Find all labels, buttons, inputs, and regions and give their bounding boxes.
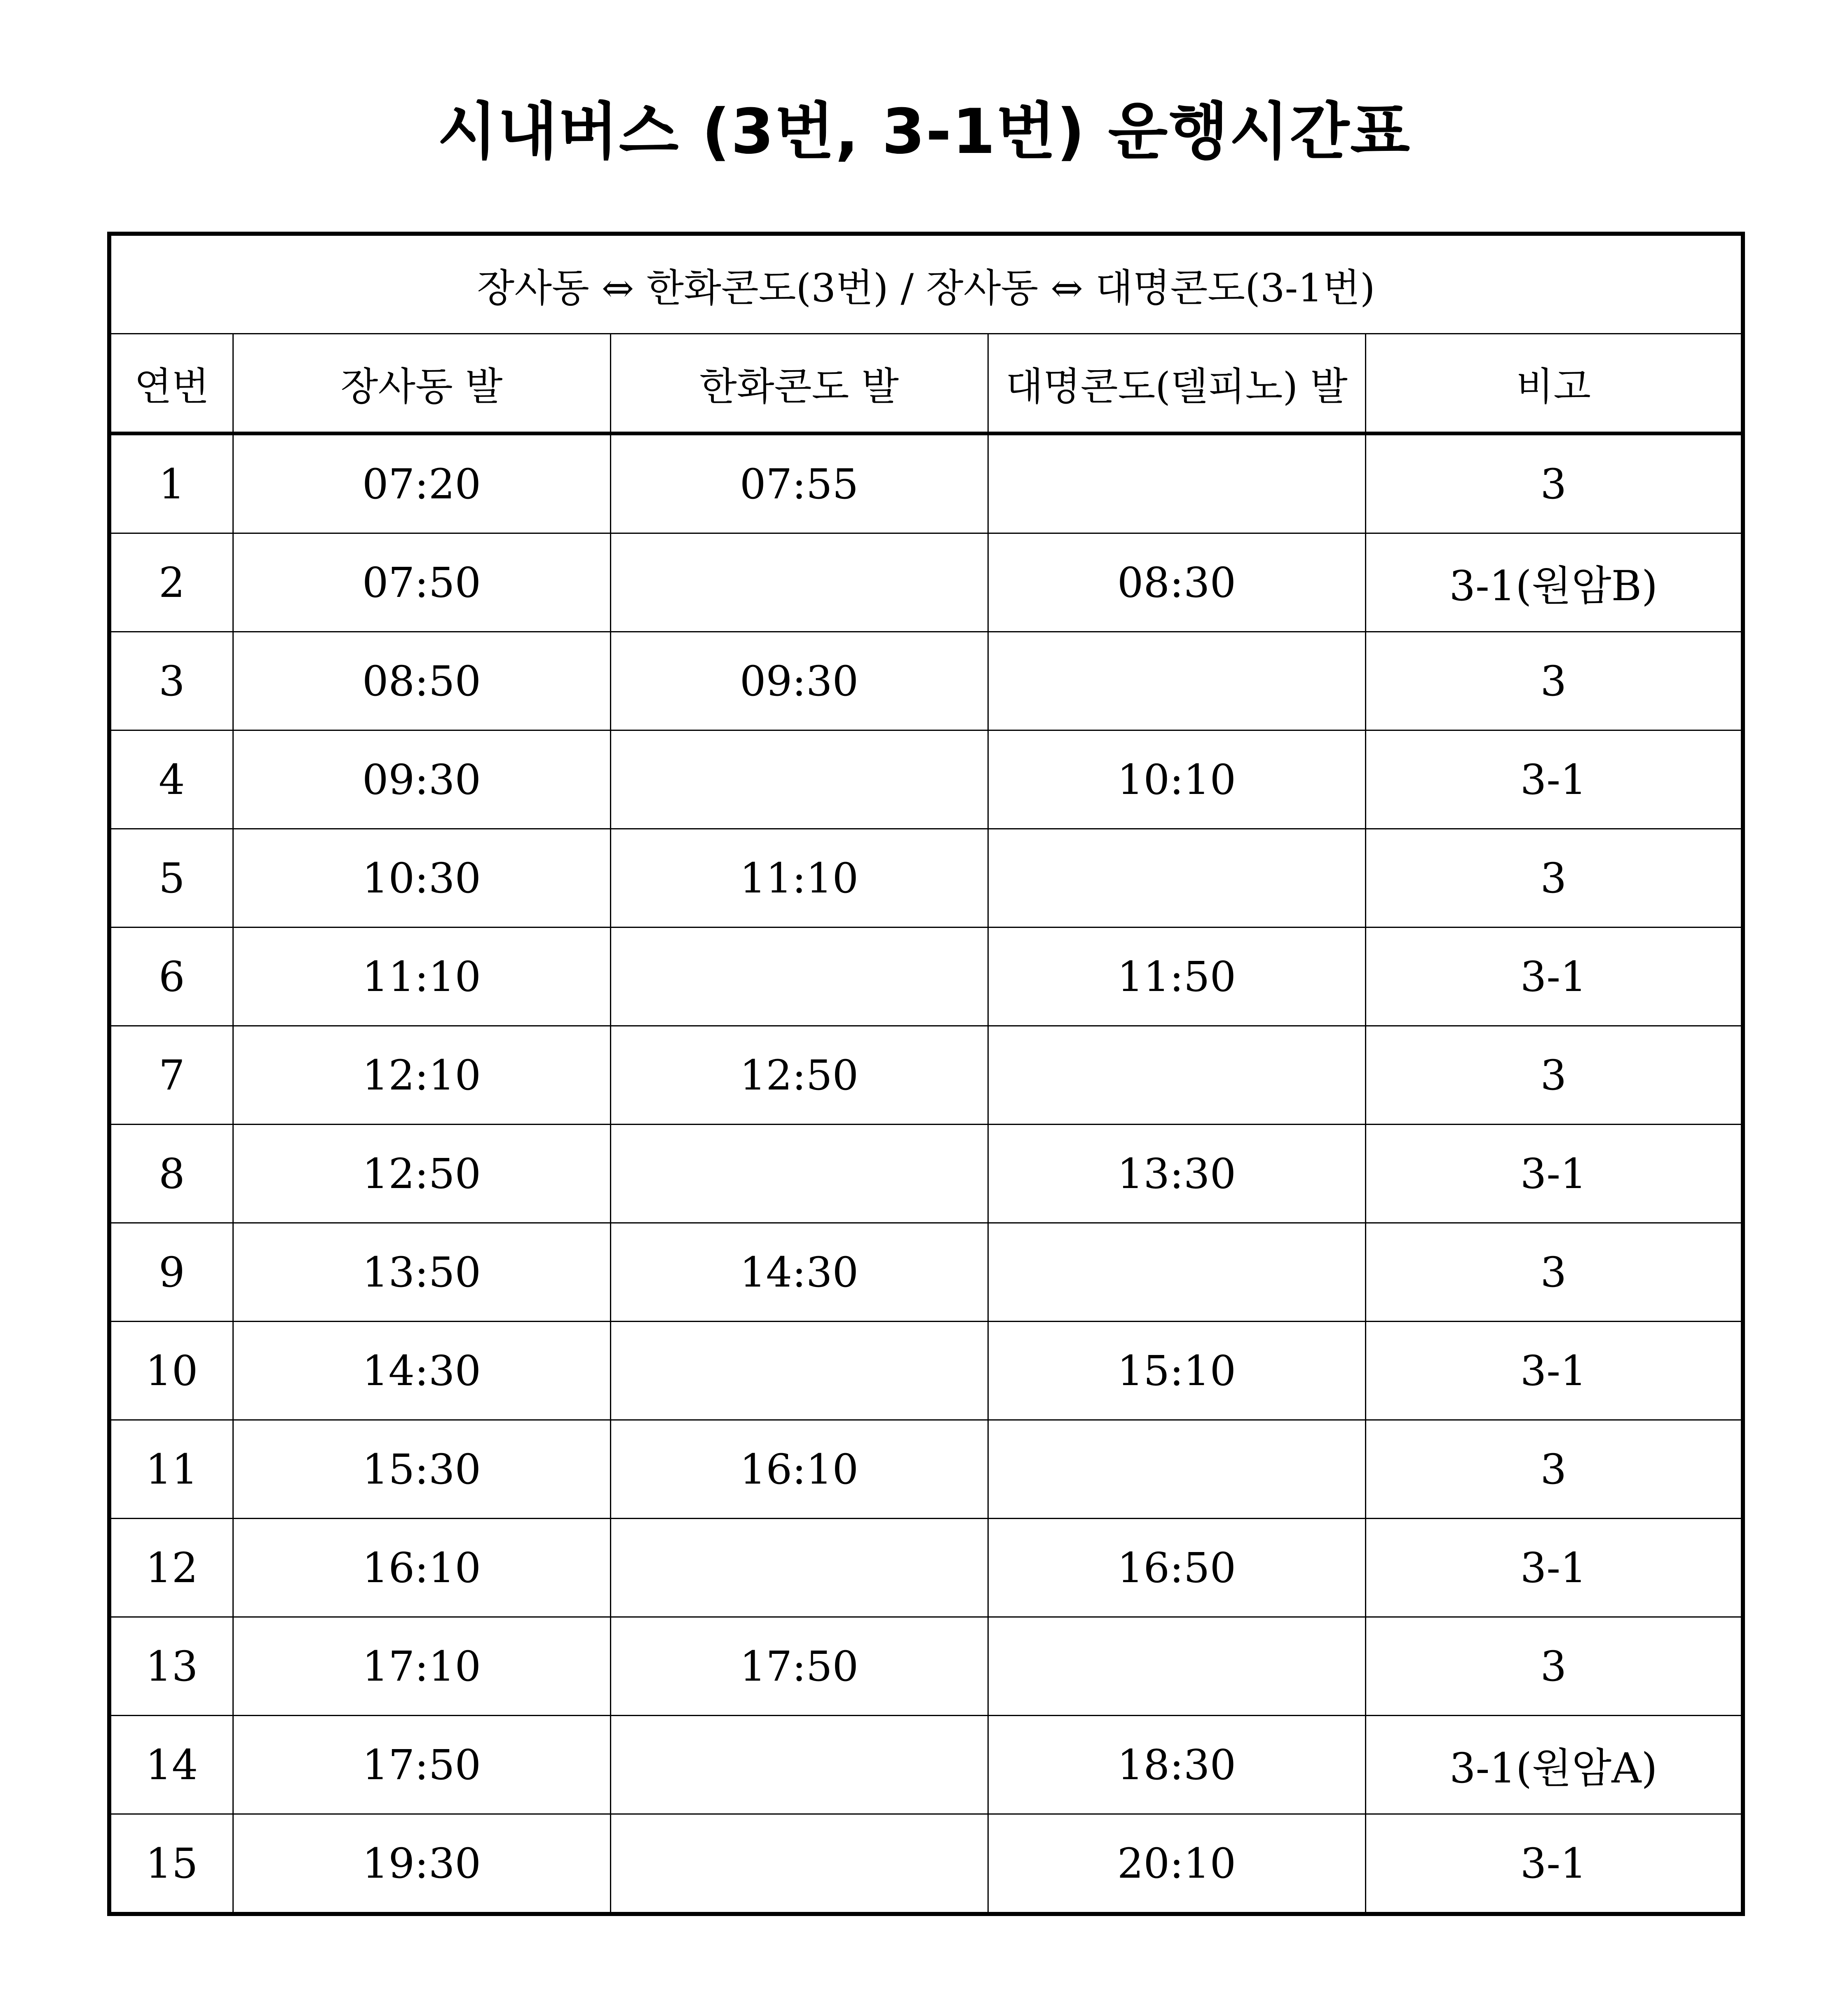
table-row: [109, 829, 1743, 928]
cell-no: 9: [109, 1223, 233, 1322]
cell-jangsa-departure: 09:30: [233, 730, 610, 829]
table-row: [109, 533, 1743, 632]
cell-jangsa-departure: 11:10: [233, 928, 610, 1026]
cell-daemyung-departure: 13:30: [988, 1125, 1365, 1223]
column-header-note: 비고: [1365, 334, 1743, 434]
cell-daemyung-departure: [988, 1223, 1365, 1322]
cell-daemyung-departure: 11:50: [988, 928, 1365, 1026]
cell-hanwha-departure: 14:30: [610, 1223, 988, 1322]
table-row: [109, 632, 1743, 730]
table-row: [109, 928, 1743, 1026]
cell-no: 5: [109, 829, 233, 928]
table-row: [109, 1223, 1743, 1322]
cell-hanwha-departure: 11:10: [610, 829, 988, 928]
cell-jangsa-departure: 17:10: [233, 1617, 610, 1716]
bus-timetable: [107, 232, 1745, 1916]
cell-note: 3: [1365, 829, 1743, 928]
cell-hanwha-departure: 17:50: [610, 1617, 988, 1716]
cell-no: 10: [109, 1322, 233, 1420]
cell-hanwha-departure: [610, 1814, 988, 1914]
cell-no: 12: [109, 1519, 233, 1617]
cell-jangsa-departure: 14:30: [233, 1322, 610, 1420]
cell-daemyung-departure: 16:50: [988, 1519, 1365, 1617]
cell-daemyung-departure: [988, 1617, 1365, 1716]
cell-jangsa-departure: 07:50: [233, 533, 610, 632]
table-row: [109, 1026, 1743, 1125]
cell-no: 7: [109, 1026, 233, 1125]
column-header-daemyung-departure: 대명콘도(델피노) 발: [988, 334, 1365, 434]
table-row: [109, 1420, 1743, 1519]
cell-no: 2: [109, 533, 233, 632]
cell-hanwha-departure: 12:50: [610, 1026, 988, 1125]
cell-jangsa-departure: 17:50: [233, 1716, 610, 1814]
cell-daemyung-departure: [988, 434, 1365, 533]
cell-hanwha-departure: 07:55: [610, 434, 988, 533]
table-row: [109, 1519, 1743, 1617]
cell-note: 3: [1365, 1617, 1743, 1716]
column-header-jangsa-departure: 장사동 발: [233, 334, 610, 434]
cell-no: 15: [109, 1814, 233, 1914]
page-title: 시내버스 (3번, 3-1번) 운행시간표: [437, 96, 1411, 168]
table-row: [109, 1716, 1743, 1814]
cell-hanwha-departure: [610, 730, 988, 829]
cell-daemyung-departure: 10:10: [988, 730, 1365, 829]
cell-jangsa-departure: 08:50: [233, 632, 610, 730]
cell-hanwha-departure: [610, 1716, 988, 1814]
cell-no: 6: [109, 928, 233, 1026]
cell-note: 3: [1365, 632, 1743, 730]
cell-jangsa-departure: 12:50: [233, 1125, 610, 1223]
cell-note: 3: [1365, 1026, 1743, 1125]
cell-hanwha-departure: [610, 1322, 988, 1420]
cell-note: 3: [1365, 1223, 1743, 1322]
cell-jangsa-departure: 07:20: [233, 434, 610, 533]
cell-note: 3: [1365, 434, 1743, 533]
route-header: 장사동 ⇔ 한화콘도(3번) / 장사동 ⇔ 대명콘도(3-1번): [109, 234, 1743, 334]
column-header-hanwha-departure: 한화콘도 발: [610, 334, 988, 434]
cell-note: 3-1(원암B): [1365, 533, 1743, 632]
cell-note: 3-1: [1365, 1814, 1743, 1914]
cell-daemyung-departure: 18:30: [988, 1716, 1365, 1814]
cell-jangsa-departure: 15:30: [233, 1420, 610, 1519]
cell-daemyung-departure: 20:10: [988, 1814, 1365, 1914]
table-row: [109, 1814, 1743, 1914]
cell-no: 3: [109, 632, 233, 730]
cell-hanwha-departure: 16:10: [610, 1420, 988, 1519]
table-row: [109, 434, 1743, 533]
column-header-no: 연번: [109, 334, 233, 434]
cell-note: 3-1: [1365, 1125, 1743, 1223]
cell-no: 8: [109, 1125, 233, 1223]
cell-note: 3-1: [1365, 1519, 1743, 1617]
route-header-row: [109, 234, 1743, 334]
table-row: [109, 1617, 1743, 1716]
cell-jangsa-departure: 10:30: [233, 829, 610, 928]
cell-hanwha-departure: [610, 1519, 988, 1617]
cell-note: 3-1: [1365, 928, 1743, 1026]
cell-jangsa-departure: 19:30: [233, 1814, 610, 1914]
cell-jangsa-departure: 16:10: [233, 1519, 610, 1617]
cell-no: 4: [109, 730, 233, 829]
cell-daemyung-departure: 15:10: [988, 1322, 1365, 1420]
cell-daemyung-departure: [988, 1420, 1365, 1519]
cell-no: 11: [109, 1420, 233, 1519]
cell-daemyung-departure: [988, 829, 1365, 928]
table-row: [109, 1322, 1743, 1420]
cell-daemyung-departure: [988, 632, 1365, 730]
cell-hanwha-departure: [610, 533, 988, 632]
cell-hanwha-departure: [610, 928, 988, 1026]
cell-note: 3: [1365, 1420, 1743, 1519]
cell-note: 3-1: [1365, 730, 1743, 829]
cell-jangsa-departure: 13:50: [233, 1223, 610, 1322]
cell-hanwha-departure: [610, 1125, 988, 1223]
cell-jangsa-departure: 12:10: [233, 1026, 610, 1125]
cell-no: 1: [109, 434, 233, 533]
cell-daemyung-departure: 08:30: [988, 533, 1365, 632]
cell-daemyung-departure: [988, 1026, 1365, 1125]
column-header-row: [109, 334, 1743, 434]
cell-no: 13: [109, 1617, 233, 1716]
table-row: [109, 730, 1743, 829]
cell-hanwha-departure: 09:30: [610, 632, 988, 730]
cell-note: 3-1(원암A): [1365, 1716, 1743, 1814]
cell-note: 3-1: [1365, 1322, 1743, 1420]
table-row: [109, 1125, 1743, 1223]
cell-no: 14: [109, 1716, 233, 1814]
